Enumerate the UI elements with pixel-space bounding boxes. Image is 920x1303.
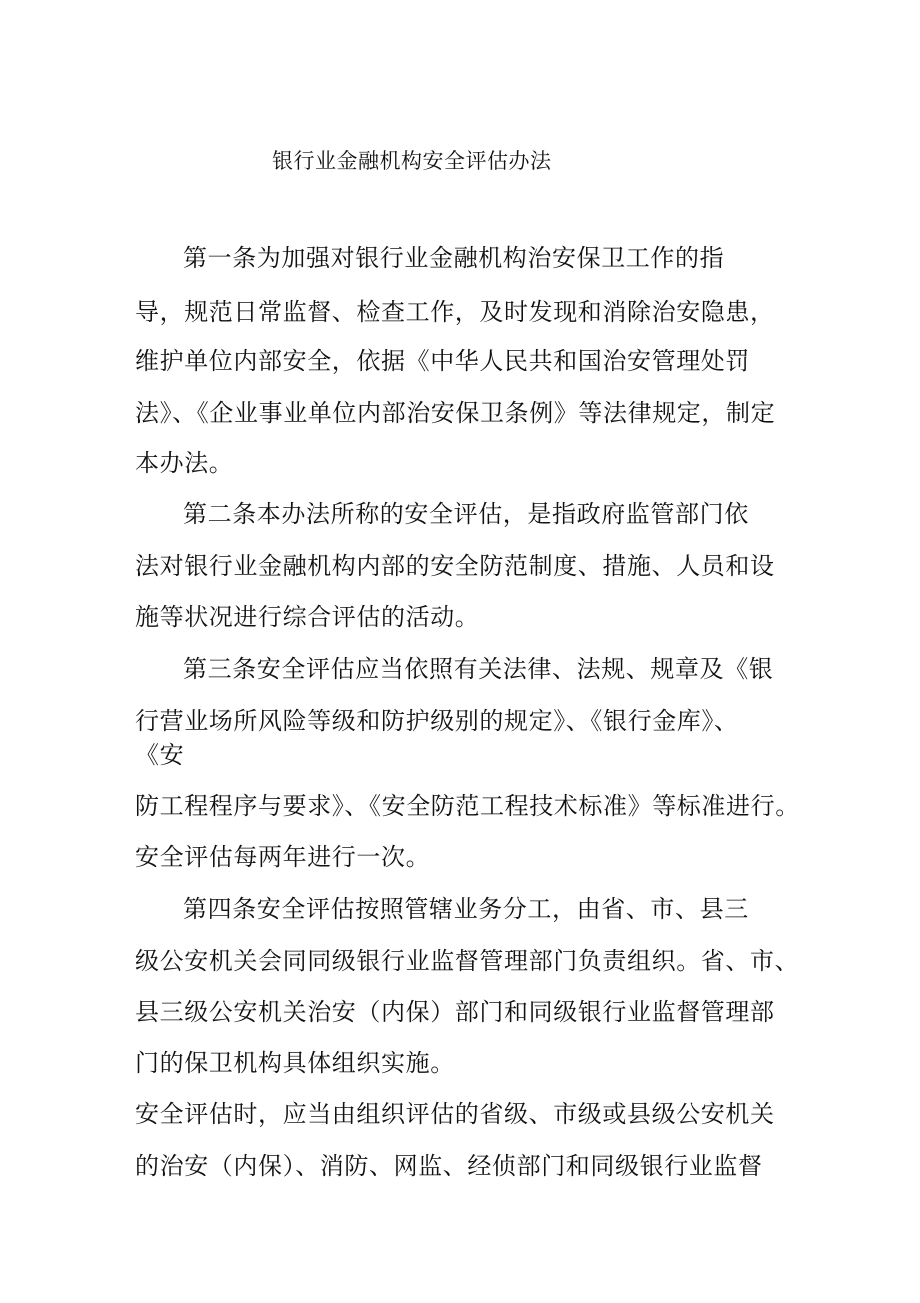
article-3-line-4: 防工程程序与要求》、《安全防范工程技术标准》等标准进行。 (135, 792, 800, 820)
paragraph-line-2: 的治安（内保）、消防、网监、经侦部门和同级银行业监督 (135, 1152, 763, 1180)
article-1-line-1: 第一条为加强对银行业金融机构治安保卫工作的指 (183, 244, 725, 272)
article-3-line-3: 《安 (135, 741, 185, 769)
article-4-line-4: 门的保卫机构具体组织实施。 (135, 1049, 455, 1077)
document-title: 银行业金融机构安全评估办法 (272, 149, 552, 173)
article-4-line-1: 第四条安全评估按照管辖业务分工，由省、市、县三 (183, 895, 749, 923)
article-1-line-5: 本办法。 (135, 449, 234, 477)
article-3-line-5: 安全评估每两年进行一次。 (135, 843, 431, 871)
article-4-line-2: 级公安机关会同同级银行业监督管理部门负责组织。省、市、 (135, 947, 800, 975)
article-3-line-2: 行营业场所风险等级和防护级别的规定》、《银行金库》、 (135, 707, 739, 735)
article-2-line-2: 法对银行业金融机构内部的安全防范制度、措施、人员和设 (135, 552, 775, 580)
article-1-line-2: 导，规范日常监督、检查工作，及时发现和消除治安隐患， (135, 298, 775, 326)
article-3-line-1: 第三条安全评估应当依照有关法律、法规、规章及《银 (183, 655, 774, 683)
article-2-line-3: 施等状况进行综合评估的活动。 (135, 603, 480, 631)
article-1-line-3: 维护单位内部安全，依据《中华人民共和国治安管理处罚 (135, 347, 750, 375)
article-4-line-3: 县三级公安机关治安（内保）部门和同级银行业监督管理部 (135, 998, 775, 1026)
article-1-line-4: 法》、《企业事业单位内部治安保卫条例》等法律规定，制定 (135, 399, 776, 427)
article-2-line-1: 第二条本办法所称的安全评估，是指政府监管部门依 (183, 500, 749, 528)
paragraph-line-1: 安全评估时，应当由组织评估的省级、市级或县级公安机关 (135, 1100, 775, 1128)
